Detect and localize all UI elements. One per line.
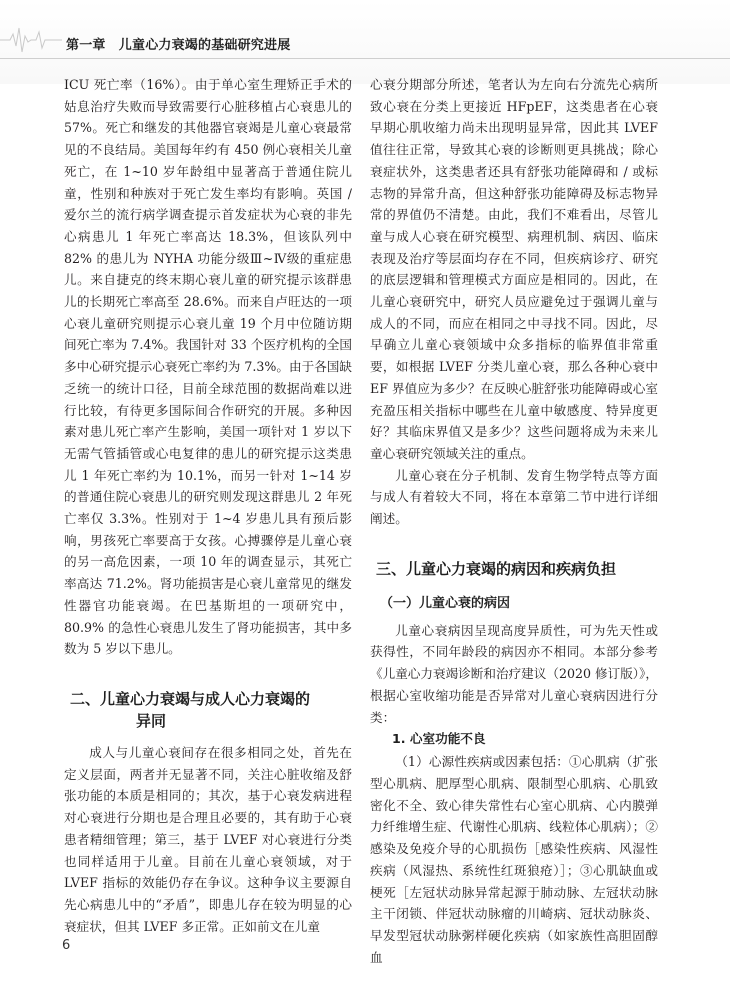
section-heading-etiology	[370, 558, 658, 580]
header-divider	[0, 58, 730, 59]
paragraph-cardiac-causes: （1）心源性疾病或因素包括：①心肌病（扩张型心肌病、肥厚型心肌病、限制型心肌病、心肌致密化不全、致心律失常性右心室心肌病、心内膜弹力纤维增生症、代谢性心肌病、线粒体心肌病）；②感染及免疫介导的心肌损伤［感染性疾病、风湿性疾病（风湿热、系统性红斑狼疮）］；③心肌缺血或梗死［左冠状动脉异常起源于肺动脉、左冠状动脉主干闭锁、伴冠状动脉瘤的川崎病、冠状动脉炎、早发型冠状动脉粥样硬化疾病（如家族性高胆固醇血	[370, 754, 658, 965]
left-column	[64, 74, 352, 937]
paragraph-similarities: 成人与儿童心衰间存在很多相同之处，首先在定义层面，两者并无显著不同，关注心脏收缩及舒张功能的本质是相同的；其次，基于心衰发病进程对心衰进行分期也是合理且必要的，其有助于心衰患者精细管理；第三，基于 LVEF 对心衰进行分类也同样适用于儿童。目前在儿童心衰领域，对于 LVEF 指标的效能仍存在争议。这种争议主要源自先心病患儿中的“矛盾”，即患儿存在较为明显的心衰症状，但其 LVEF 多正常。正如前文在儿童	[64, 744, 352, 934]
running-title: 第一章 儿童心力衰竭的基础研究进展	[66, 38, 291, 53]
section-heading-differences	[64, 688, 352, 732]
page-number: 6	[62, 938, 71, 953]
section-title-line2: 异同	[136, 711, 167, 730]
paragraph-molecular: 儿童心衰在分子机制、发育生物学特点等方面与成人有着较大不同，将在本章第二节中进行详细阐述。	[370, 467, 658, 527]
subsubsection-heading-ventricular-dysfunction: 1. 心室功能不良	[392, 731, 486, 747]
paragraph-causes-intro: 儿童心衰病因呈现高度异质性，可为先天性或获得性，不同年龄段的病因亦不相同。本部分参考《儿童心力衰竭诊断和治疗建议（2020 修订版）》，根据心室收缩功能是否异常对儿童心衰病因进行分类：	[370, 622, 658, 725]
section-title-line1: 儿童心力衰竭与成人心力衰竭的	[100, 689, 311, 708]
section-title: 儿童心力衰竭的病因和疾病负担	[406, 559, 617, 578]
heartbeat-wave-icon	[0, 22, 62, 58]
paragraph-classification: 心衰分期部分所述，笔者认为左向右分流先心病所致心衰在分类上更接近 HFpEF，这类患者在心衰早期心肌收缩力尚未出现明显异常，因此其 LVEF 值往往正常，导致其心衰的诊断则更具挑战；除心衰症状外，这类患者还具有舒张功能障碍和 / 或标志物的异常升高，但这种舒张功能障碍及标志物异常的界值仍不清楚。由此，我们不难看出，尽管儿童与成人心衰在研究模型、病理机制、病因、临床表现及治疗等层面均存在不同，但疾病诊疗、研究的底层逻辑和管理模式方面应是相同的。因此，在儿童心衰研究中，研究人员应避免过于强调儿童与成人的不同，而应在相同之中寻找不同。因此，尽早确立儿童心衰领域中众多指标的临界值非常重要，如根据 LVEF 分类儿童心衰，那么各种心衰中 EF 界值应为多少？在反映心脏舒张功能障碍或心室充盈压相关指标中哪些在儿童中敏感度、特异度更好？其临床界值又是多少？这些问题将成为未来儿童心衰研究领域关注的重点。	[370, 77, 658, 461]
section-number: 二、	[70, 689, 101, 708]
section-number: 三、	[376, 559, 407, 578]
subsection-heading-causes: （一）儿童心衰的病因	[380, 595, 511, 611]
running-header	[0, 0, 730, 84]
paragraph-mortality: ICU 死亡率（16%）。由于单心室生理矫正手术的姑息治疗失败而导致需要行心脏移植占心衰患儿的 57%。死亡和继发的其他器官衰竭是儿童心衰最常见的不良结局。美国每年约有 450 例心衰相关儿童死亡，在 1~10 岁年龄组中显著高于普通住院儿童，性别和种族对于死亡发生率均有影响。英国 / 爱尔兰的流行病学调查提示首发症状为心衰的非先心病患儿 1 年死亡率高达 18.3%，但该队列中 82% 的患儿为 NYHA 功能分级Ⅲ~Ⅳ级的重症患儿。来自捷克的终末期心衰儿童的研究提示该群患儿的长期死亡率高至 28.6%。而来自卢旺达的一项心衰儿童研究则提示心衰儿童 19 个月中位随访期间死亡率为 7.4%。我国针对 33 个医疗机构的全国多中心研究提示心衰死亡率约为 7.3%。由于各国缺乏统一的统计口径，目前全球范围的数据尚难以进行比较，有待更多国际间合作研究的开展。多种因素对患儿死亡率产生影响，美国一项针对 1 岁以下无需气管插管或心电复律的患儿的研究提示这类患儿 1 年死亡率约为 10.1%，而另一针对 1~14 岁的普通住院心衰患儿的研究则发现这群患儿 2 年死亡率仅 3.3%。性别对于 1~4 岁患儿具有预后影响，男孩死亡率要高于女孩。心搏骤停是儿童心衰的另一高危因素，一项 10 年的调查显示，其死亡率高达 71.2%。肾功能损害是心衰儿童常见的继发性器官功能衰竭。在巴基斯坦的一项研究中，80.9% 的急性心衰患儿发生了肾功能损害，其中多数为 5 岁以下患儿。	[64, 77, 352, 657]
right-column	[370, 74, 658, 968]
